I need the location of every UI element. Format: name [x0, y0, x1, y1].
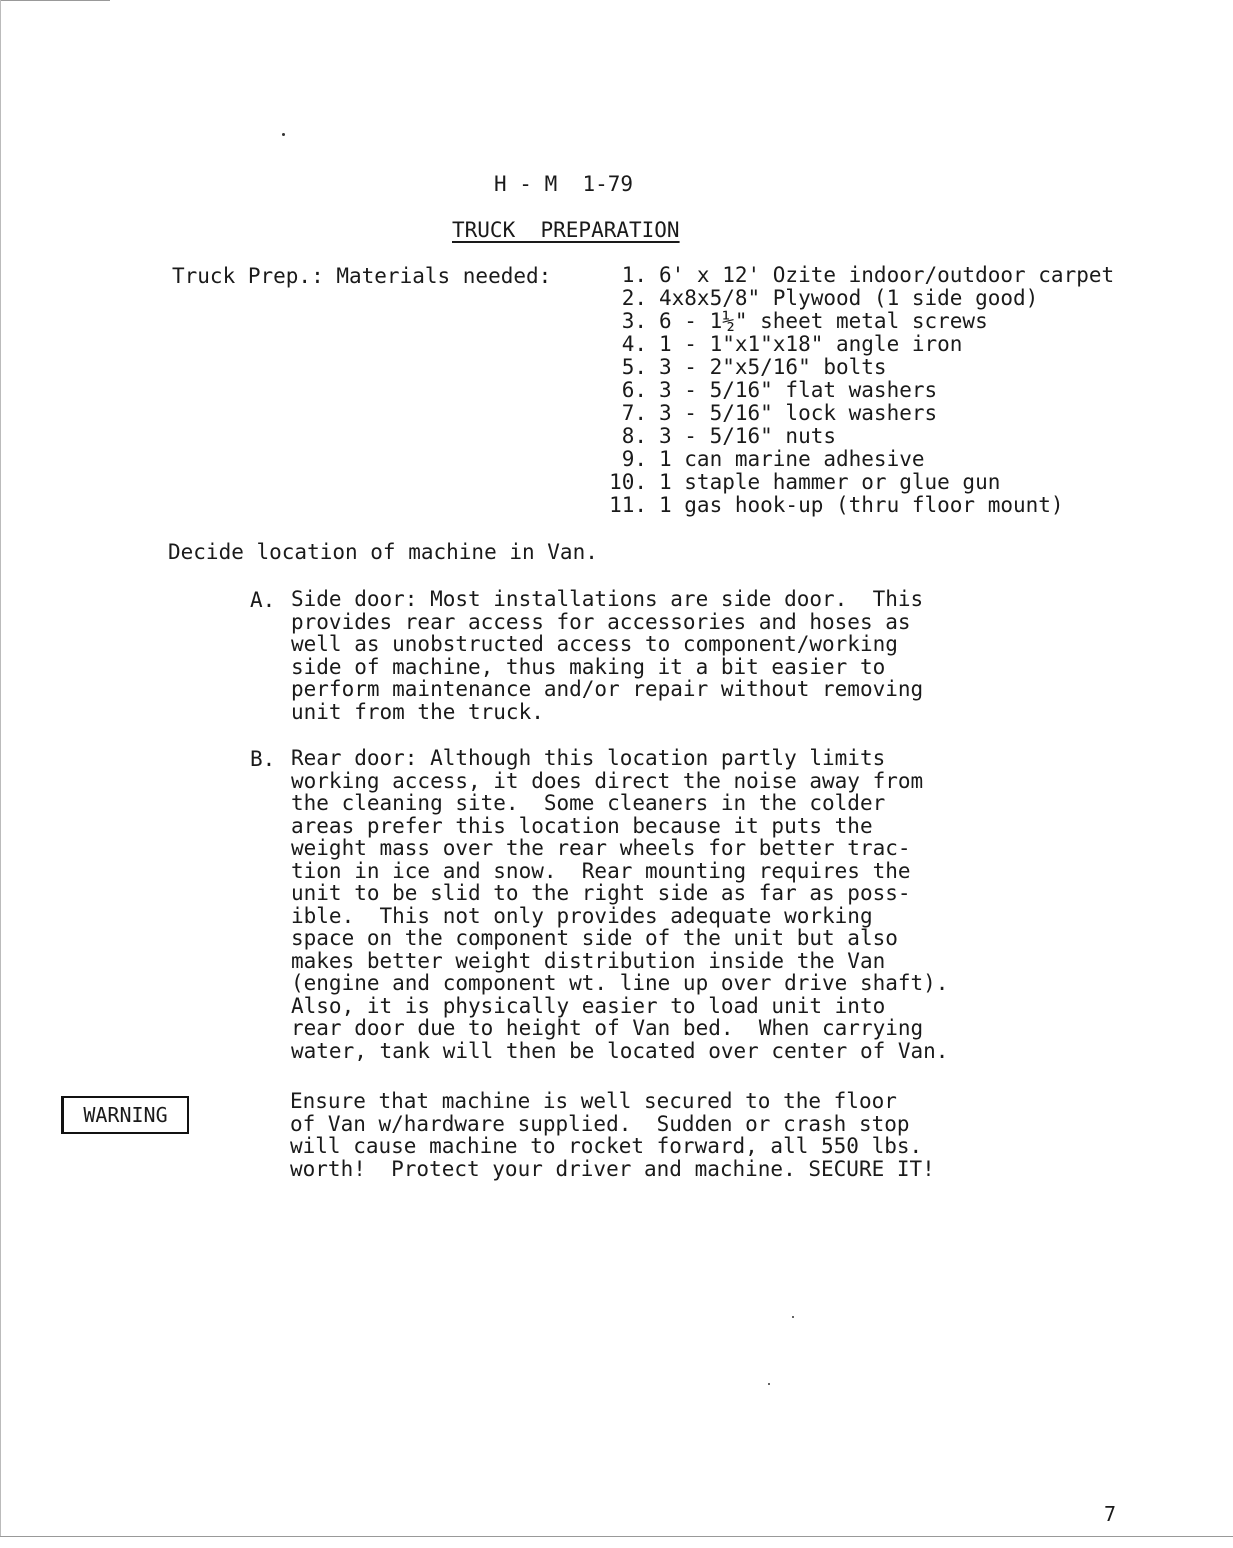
material-item: [593, 402, 1114, 425]
option-letter: A.: [250, 588, 276, 612]
scan-speck: [792, 1316, 794, 1318]
material-number: 6.: [621, 378, 647, 402]
material-number: 7.: [621, 401, 647, 425]
material-number: 2.: [621, 286, 647, 310]
top-edge-rule: [0, 0, 110, 1]
material-item: [593, 379, 1114, 402]
material-number: 11.: [609, 493, 647, 517]
material-text: 6' x 12' Ozite indoor/outdoor carpet: [659, 263, 1115, 287]
material-item: [593, 264, 1114, 287]
material-number: 5.: [621, 355, 647, 379]
material-text: 1 - 1"x1"x18" angle iron: [659, 332, 963, 356]
bottom-edge-rule: [0, 1536, 1233, 1537]
material-item: [593, 287, 1114, 310]
materials-list: [593, 264, 1114, 517]
material-text: 3 - 5/16" flat washers: [659, 378, 938, 402]
material-item: [593, 425, 1114, 448]
material-text: 3 - 2"x5/16" bolts: [659, 355, 887, 379]
decide-location-text: Decide location of machine in Van.: [168, 540, 598, 564]
option-text: Side door: Most installations are side door. This provides rear access for accessories and hoses as well as unobstructed access to component/working side of machine, thus making it a bit easier to perform maintenance and/or repair without removing unit from the truck.: [291, 587, 924, 724]
material-number: 10.: [609, 470, 647, 494]
material-text: 1 staple hammer or glue gun: [659, 470, 1001, 494]
material-number: 4.: [621, 332, 647, 356]
material-number: 8.: [621, 424, 647, 448]
material-item: [593, 494, 1114, 517]
section-title: TRUCK PREPARATION: [452, 218, 680, 242]
warning-text: Ensure that machine is well secured to the floor of Van w/hardware supplied. Sudden or crash stop will cause machine to rocket forward, all 550 lbs. worth! Protect your driver and machine. SECURE IT!: [290, 1089, 935, 1181]
material-item: [593, 310, 1114, 333]
material-item: [593, 471, 1114, 494]
material-number: 9.: [621, 447, 647, 471]
material-number: 3.: [621, 309, 647, 333]
scan-speck: [768, 1383, 770, 1385]
left-edge-rule: [0, 0, 1, 1536]
material-text: 4x8x5/8" Plywood (1 side good): [659, 286, 1039, 310]
warning-label-box: WARNING: [61, 1096, 189, 1134]
option-text: Rear door: Although this location partly limits working access, it does direct the noise away from the cleaning site. Some cleaners in the colder areas prefer this location because it puts the weight mass over the rear wheels for better trac- tion in ice and snow. Rear mounting requires the unit to be slid to the right side as far as poss- ible. This not only provides adequate working space on the component side of the unit but also makes better weight distribution inside the Van (engine and component wt. line up over drive shaft). Also, it is physically easier to load unit into rear door due to height of Van bed. When carrying water, tank will then be located over center of Van.: [291, 746, 949, 1063]
material-number: 1.: [621, 263, 647, 287]
document-code: H - M 1-79: [494, 172, 634, 196]
material-text: 3 - 5/16" lock washers: [659, 401, 938, 425]
materials-label: Truck Prep.: Materials needed:: [172, 264, 552, 288]
material-text: 3 - 5/16" nuts: [659, 424, 837, 448]
material-text: 1 can marine adhesive: [659, 447, 925, 471]
material-item: [593, 356, 1114, 379]
page-number: 7: [1104, 1502, 1117, 1526]
option-letter: B.: [250, 747, 276, 771]
material-text: 1 gas hook-up (thru floor mount): [659, 493, 1064, 517]
material-item: [593, 448, 1114, 471]
material-item: [593, 333, 1114, 356]
scan-speck: [282, 133, 285, 136]
material-text: 6 - 1½" sheet metal screws: [659, 309, 988, 333]
